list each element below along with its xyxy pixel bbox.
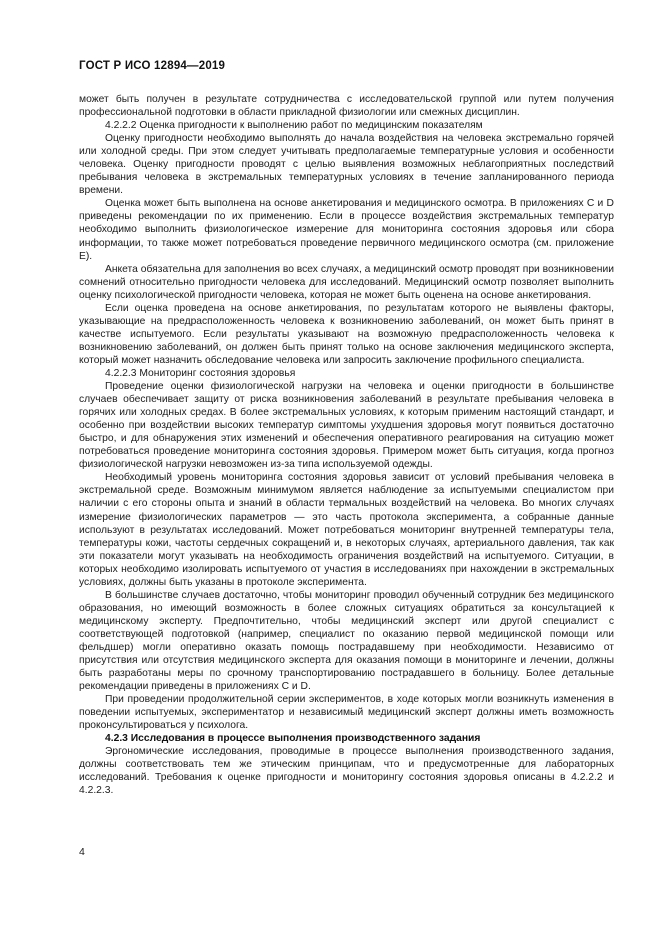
subsection-title-4-2-2-3: 4.2.2.3 Мониторинг состояния здоровья bbox=[105, 367, 296, 379]
paragraph: Эргономические исследования, проводимые в процессе выполнения производственного задания, должны соответствовать тем же этическим принципам, что и предусмотренные для лабораторных исследований. Требования к оценке пригодности и мониторингу состояния здоровья описаны в 4.2.2.2 и 4.2.2.3. bbox=[79, 746, 614, 797]
paragraph: Необходимый уровень мониторинга состояния здоровья зависит от условий пребывания человека в экстремальной среде. Возможным минимумом является наблюдение за испытуемыми специалистом при наличии с его стороны опыта и знаний в области термальных воздействий на человека. Во многих случаях измерение физиологических параметров — это часть протокола эксперимента, а собранные данные используют в результатах исследований. Может потребоваться мониторинг внутренней температуры тела, температуры кожи, частоты сердечных сокращений и, в некоторых случаях, артериального давления, так как эти показатели могут указывать на необходимость ограничения воздействий на испытуемого. Ситуации, в которых необходимо изолировать испытуемого от участия в исследованиях при нахождении в экстремальных условиях, должны быть указаны в протоколе эксперимента. bbox=[79, 472, 614, 588]
paragraph: Оценка может быть выполнена на основе анкетирования и медицинского осмотра. В приложениях С и D приведены рекомендации по их применению. Если в процессе воздействия экстремальных температур необходимо выполнить физиологическое измерение для мониторинга состояния здоровья или сбора информации, то также может потребоваться проведение первичного медицинского осмотра (см. приложение Е). bbox=[79, 198, 614, 262]
document-header: ГОСТ Р ИСО 12894—2019 bbox=[79, 60, 226, 72]
paragraph: При проведении продолжительной серии экспериментов, в ходе которых могли возникнуть изменения в поведении испытуемых, экспериментатор и независимый медицинский эксперт должны иметь возможность проконсультироваться у психолога. bbox=[79, 694, 614, 732]
subsection-title-4-2-2-2: 4.2.2.2 Оценка пригодности к выполнению работ по медицинским показателям bbox=[105, 120, 483, 132]
section-heading-4-2-3: 4.2.3 Исследования в процессе выполнения производственного задания bbox=[105, 733, 481, 745]
paragraph: Анкета обязательна для заполнения во всех случаях, а медицинский осмотр проводят при возникновении сомнений относительно пригодности человека для исследований. Медицинский осмотр позволяет выполнить оценку психологической пригодности человека, которая не может быть оценена на основе анкетирования. bbox=[79, 263, 614, 301]
paragraph: Оценку пригодности необходимо выполнять до начала воздействия на человека экстремально горячей или холодной среды. При этом следует учитывать предполагаемые температурные условия и особенности человека. Оценку пригодности проводят с целью выявления возможных неблагоприятных последствий пребывания человека в экстремальных температурных условиях в течение запланированного периода времени. bbox=[79, 133, 614, 197]
paragraph: В большинстве случаев достаточно, чтобы мониторинг проводил обученный сотрудник без медицинского образования, но имеющий возможность в более сложных ситуациях обратиться за консультацией к медицинскому эксперту. Предпочтительно, чтобы медицинский эксперт или другой специалист с соответствующей подготовкой (например, специалист по оказанию первой медицинской помощи или фельдшер) могли оперативно оказать помощь пострадавшему при необходимости. Независимо от присутствия или отсутствия медицинского эксперта для оказания помощи в мониторинге и лечении, должны быть разработаны меры по срочному транспортированию пострадавшего в больницу. Более детальные рекомендации приведены в приложениях С и D. bbox=[79, 589, 614, 693]
document-body bbox=[79, 93, 614, 798]
paragraph: Проведение оценки физиологической нагрузки на человека и оценки пригодности в большинстве случаев обеспечивает защиту от риска возникновения заболеваний в результате пребывания человека в горячих или холодных средах. В более экстремальных условиях, к которым применим настоящий стандарт, и особенно при воздействии высоких температур симптомы ухудшения здоровья могут появиться достаточно быстро, и для обнаружения этих изменений и обеспечения оперативного реагирования на ситуацию может потребоваться проведение мониторинга состояния здоровья. Примером может быть ситуация, когда прогноз физиологической нагрузки невозможен из-за типа используемой одежды. bbox=[79, 381, 614, 471]
page-number: 4 bbox=[79, 846, 85, 858]
paragraph: Если оценка проведена на основе анкетирования, по результатам которого не выявлены факторы, указывающие на предрасположенность человека к возникновению заболеваний, он может быть принят в качестве испытуемого. Если результаты указывают на возможную предрасположенность человека к возникновению заболеваний, он должен быть принят только на основе заключения медицинского эксперта, который может назначить обследование человека или запросить заключение профильного специалиста. bbox=[79, 302, 614, 366]
paragraph-continuation: может быть получен в результате сотрудничества с исследовательской группой или путем получения профессиональной подготовки в области прикладной физиологии или смежных дисциплин. bbox=[79, 94, 614, 119]
